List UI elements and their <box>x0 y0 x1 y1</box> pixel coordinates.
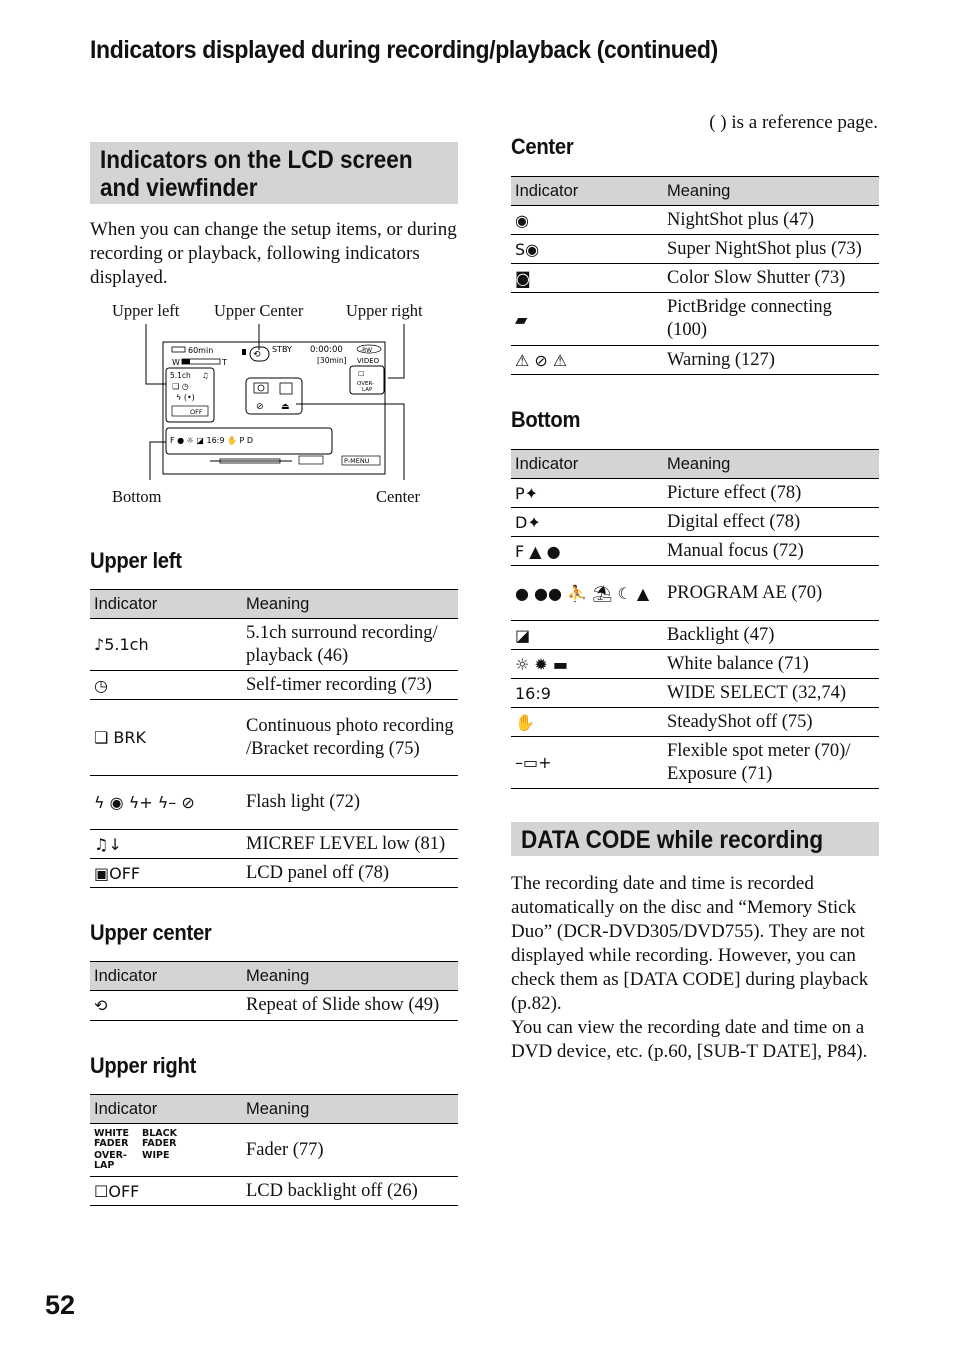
repeat-icon: ⟲ <box>90 991 242 1021</box>
center-table <box>511 176 879 375</box>
table-row: ϟ ◉ ϟ+ ϟ– ⊘ Flash light (72) <box>90 776 458 830</box>
lcd-section-heading: Indicators on the LCD screen and viewfinder <box>90 142 458 204</box>
col-meaning: Meaning <box>663 177 879 206</box>
upper-center-table <box>90 961 458 1021</box>
col-indicator: Indicator <box>511 450 663 479</box>
upper-left-table <box>90 589 458 888</box>
svg-text:⏏: ⏏ <box>281 402 290 412</box>
screen-disc: -RW <box>360 347 373 354</box>
table-row: ◷ Self-timer recording (73) <box>90 671 458 700</box>
svg-text:T: T <box>222 358 227 367</box>
data-code-paragraph-1: The recording date and time is recorded automatically on the disc and “Memory Stick Duo” (DCR-DVD305/DVD755). They are not displayed while recording. However, you can check them as [DATA CODE] during playback (p.82). <box>511 873 869 1014</box>
svg-text:⊘: ⊘ <box>256 402 264 412</box>
svg-text:♫: ♫ <box>202 371 209 380</box>
backlight-icon: ◪ <box>511 621 663 650</box>
label-upper-right: Upper right <box>346 301 423 320</box>
svg-text:LAP: LAP <box>362 387 373 393</box>
col-indicator: Indicator <box>511 177 663 206</box>
lcd-diagram <box>106 296 446 516</box>
nightshot-icon: ◉ <box>511 206 663 235</box>
self-timer-icon: ◷ <box>90 671 242 700</box>
center-heading: Center <box>511 134 574 159</box>
table-row: ◙ Color Slow Shutter (73) <box>511 264 879 293</box>
svg-text:W: W <box>172 358 180 367</box>
digital-effect-icon: D✦ <box>511 508 663 537</box>
lcd-intro-text: When you can change the setup items, or during recording or playback, following indicators displayed. <box>90 219 457 288</box>
col-meaning: Meaning <box>663 450 879 479</box>
label-upper-center: Upper Center <box>214 301 304 320</box>
spot-meter-icon: –▭+ <box>511 737 663 789</box>
data-code-heading: DATA CODE while recording <box>511 822 879 856</box>
table-row: ⚠ ⊘ ⚠ Warning (127) <box>511 346 879 375</box>
manual-focus-icon: F ▲ ● <box>511 537 663 566</box>
upper-center-heading: Upper center <box>90 920 212 945</box>
table-row: ☼ ✹ ▬ White balance (71) <box>511 650 879 679</box>
program-ae-icon: ● ●● ⛹ ⛱ ☾ ▲ <box>511 566 663 621</box>
white-balance-icon: ☼ ✹ ▬ <box>511 650 663 679</box>
table-row: ▰ PictBridge connecting (100) <box>511 293 879 346</box>
svg-text:⟲: ⟲ <box>253 350 261 360</box>
label-upper-left: Upper left <box>112 301 180 320</box>
surround-icon: ♪5.1ch <box>90 619 242 671</box>
label-bottom: Bottom <box>112 487 162 506</box>
warning-icon: ⚠ ⊘ ⚠ <box>511 346 663 375</box>
table-row: ▣OFF LCD panel off (78) <box>90 859 458 888</box>
reference-note: ( ) is a reference page. <box>709 112 878 133</box>
col-meaning: Meaning <box>242 1095 458 1124</box>
data-code-text <box>511 872 879 1064</box>
wide-select-icon: 16:9 <box>511 679 663 708</box>
table-row: ◪ Backlight (47) <box>511 621 879 650</box>
col-meaning: Meaning <box>242 962 458 991</box>
table-row: S◉ Super NightShot plus (73) <box>511 235 879 264</box>
lcd-screen-illustration <box>106 296 446 486</box>
lcd-panel-off-icon: ▣OFF <box>90 859 242 888</box>
table-row: –▭+ Flexible spot meter (70)/ Exposure (71) <box>511 737 879 789</box>
table-row: 16:9 WIDE SELECT (32,74) <box>511 679 879 708</box>
table-row: F ▲ ● Manual focus (72) <box>511 537 879 566</box>
page-number: 52 <box>45 1290 76 1320</box>
upper-left-heading: Upper left <box>90 548 182 573</box>
screen-remaining: [30min] <box>317 356 347 365</box>
micref-icon: ♫↓ <box>90 830 242 859</box>
picture-effect-icon: P✦ <box>511 479 663 508</box>
label-center: Center <box>376 487 420 506</box>
pictbridge-icon: ▰ <box>511 293 663 346</box>
col-indicator: Indicator <box>90 1095 242 1124</box>
table-row: D✦ Digital effect (78) <box>511 508 879 537</box>
color-slow-shutter-icon: ◙ <box>511 264 663 293</box>
table-row: WHITE FADER BLACK FADER OVER-LAP WIPE Fader (77) <box>90 1124 458 1177</box>
continuous-bracket-icon: ❏ BRK <box>90 700 242 776</box>
table-row: ❏ BRK Continuous photo recording /Bracket recording (75) <box>90 700 458 776</box>
bottom-heading: Bottom <box>511 407 581 432</box>
screen-surround: 5.1ch <box>170 371 191 380</box>
svg-text:❏ ◷: ❏ ◷ <box>172 382 189 391</box>
table-row: P✦ Picture effect (78) <box>511 479 879 508</box>
table-row: ♪5.1ch 5.1ch surround recording/ playback (46) <box>90 619 458 671</box>
col-indicator: Indicator <box>90 962 242 991</box>
table-row: ◉ NightShot plus (47) <box>511 206 879 235</box>
flash-icon: ϟ ◉ ϟ+ ϟ– ⊘ <box>90 776 242 830</box>
screen-time: 0:00:00 <box>310 345 343 355</box>
lcd-backlight-off-icon: ☐OFF <box>90 1177 242 1206</box>
svg-text:OVER-: OVER- <box>357 381 375 387</box>
steadyshot-off-icon: ✋ <box>511 708 663 737</box>
screen-battery: 60min <box>188 346 214 355</box>
page-header-title: Indicators displayed during recording/playback (continued) <box>90 36 718 64</box>
table-row: ● ●● ⛹ ⛱ ☾ ▲ PROGRAM AE (70) <box>511 566 879 621</box>
svg-text:ϟ (•): ϟ (•) <box>176 393 195 402</box>
screen-off: OFF <box>190 408 203 416</box>
data-code-paragraph-2: You can view the recording date and time on a DVD device, etc. (p.60, [SUB-T DATE], P84). <box>511 1017 868 1062</box>
screen-pmenu: P-MENU <box>344 457 370 465</box>
fader-icon: WHITE FADER BLACK FADER OVER-LAP WIPE <box>90 1124 242 1177</box>
svg-text:☐: ☐ <box>358 370 365 378</box>
upper-right-heading: Upper right <box>90 1053 197 1078</box>
table-row: ⟲ Repeat of Slide show (49) <box>90 991 458 1021</box>
col-meaning: Meaning <box>242 590 458 619</box>
table-row: ♫↓ MICREF LEVEL low (81) <box>90 830 458 859</box>
table-row: ✋ SteadyShot off (75) <box>511 708 879 737</box>
table-row: ☐OFF LCD backlight off (26) <box>90 1177 458 1206</box>
screen-status: STBY <box>272 345 292 354</box>
bottom-table <box>511 449 879 789</box>
col-indicator: Indicator <box>90 590 242 619</box>
screen-mode: VIDEO <box>357 357 380 365</box>
super-nightshot-icon: S◉ <box>511 235 663 264</box>
svg-text:F ● ☼ ◪ 16:9 ✋ P D: F ● ☼ ◪ 16:9 ✋ P D <box>170 436 254 445</box>
upper-right-table <box>90 1094 458 1206</box>
